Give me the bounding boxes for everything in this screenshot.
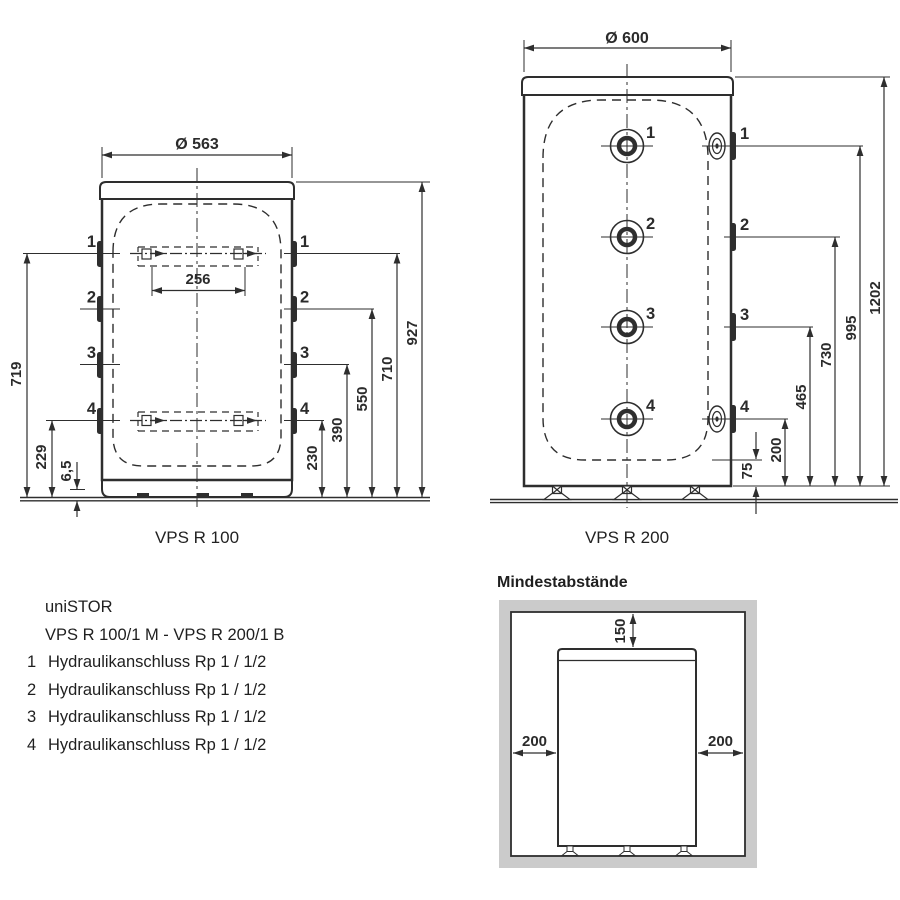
dim-label-229: 229 (33, 444, 50, 470)
conn-label-left-2: 2 (86, 288, 96, 307)
legend-item-3 (27, 704, 284, 732)
tank-top-view (558, 649, 696, 856)
clearance-label-left-200: 200 (521, 733, 548, 750)
connection-leader-lines (23, 182, 430, 421)
dim-label-1202: 1202 (867, 281, 884, 315)
vps-r200-drawing (450, 0, 900, 560)
legend-item-text: Hydraulikanschluss Rp 1 / 1/2 (48, 708, 267, 726)
legend-item-text: Hydraulikanschluss Rp 1 / 1/2 (48, 680, 267, 699)
legend-item-4 (27, 732, 284, 760)
clearance-label-right-200: 200 (707, 733, 734, 750)
dim-label-230: 230 (304, 445, 321, 471)
dim-label-719: 719 (8, 361, 25, 387)
caption-vps-r100: VPS R 100 (154, 528, 240, 547)
circle-label-3: 3 (646, 305, 656, 323)
legend-item-number: 1 (27, 653, 37, 671)
conn-label-side-3: 3 (740, 306, 750, 324)
dim-label-390: 390 (329, 417, 346, 443)
conn-label-right-1: 1 (300, 233, 310, 251)
conn-label-side-2: 2 (740, 216, 750, 234)
dim-label-6-5: 6,5 (58, 460, 75, 482)
dim-label-diameter-600: Ø 600 (605, 30, 649, 47)
conn-label-left-3: 3 (86, 344, 96, 362)
legend (27, 594, 284, 759)
legend-models: VPS R 100/1 M - VPS R 200/1 B (45, 625, 285, 644)
conn-label-left-1: 1 (86, 233, 96, 251)
dim-label-465: 465 (793, 384, 810, 410)
circle-label-4: 4 (646, 397, 656, 415)
circle-label-2: 2 (646, 215, 656, 233)
legend-item-number: 4 (27, 735, 37, 754)
caption-vps-r200: VPS R 200 (584, 528, 670, 547)
conn-label-left-4: 4 (86, 400, 96, 418)
dim-label-550: 550 (354, 386, 371, 412)
dim-label-730: 730 (818, 342, 835, 368)
tank-front-outline (20, 147, 430, 501)
legend-item-1 (27, 649, 284, 677)
conn-label-right-3: 3 (300, 344, 310, 362)
dim-label-256: 256 (185, 271, 211, 288)
circle-label-1: 1 (646, 124, 656, 142)
internal-header-bottom (130, 412, 266, 431)
dim-label-diameter-563: Ø 563 (175, 136, 219, 153)
adjustable-feet (544, 486, 708, 500)
internal-header-top (130, 247, 266, 266)
dim-label-995: 995 (843, 315, 860, 341)
dim-label-75: 75 (739, 462, 756, 480)
clearances-title: Mindestabstände (497, 574, 628, 591)
clearance-label-top-150: 150 (612, 618, 629, 644)
conn-label-right-4: 4 (300, 400, 310, 418)
tank-front-outline (490, 40, 898, 503)
clearances-drawing (490, 592, 770, 882)
conn-label-right-2: 2 (300, 288, 310, 307)
dim-label-200: 200 (768, 437, 785, 463)
conn-label-side-4: 4 (740, 398, 750, 416)
legend-brand: uniSTOR (45, 598, 113, 616)
legend-item-number: 3 (27, 708, 37, 726)
conn-label-side-1: 1 (740, 125, 750, 143)
legend-item-text: Hydraulikanschluss Rp 1 / 1/2 (48, 653, 267, 671)
legend-item-number: 2 (27, 680, 37, 699)
legend-item-2 (27, 677, 284, 705)
dim-label-927: 927 (404, 320, 421, 346)
dim-label-710: 710 (379, 356, 396, 382)
vps-r100-drawing (0, 0, 450, 560)
legend-item-text: Hydraulikanschluss Rp 1 / 1/2 (48, 735, 267, 754)
